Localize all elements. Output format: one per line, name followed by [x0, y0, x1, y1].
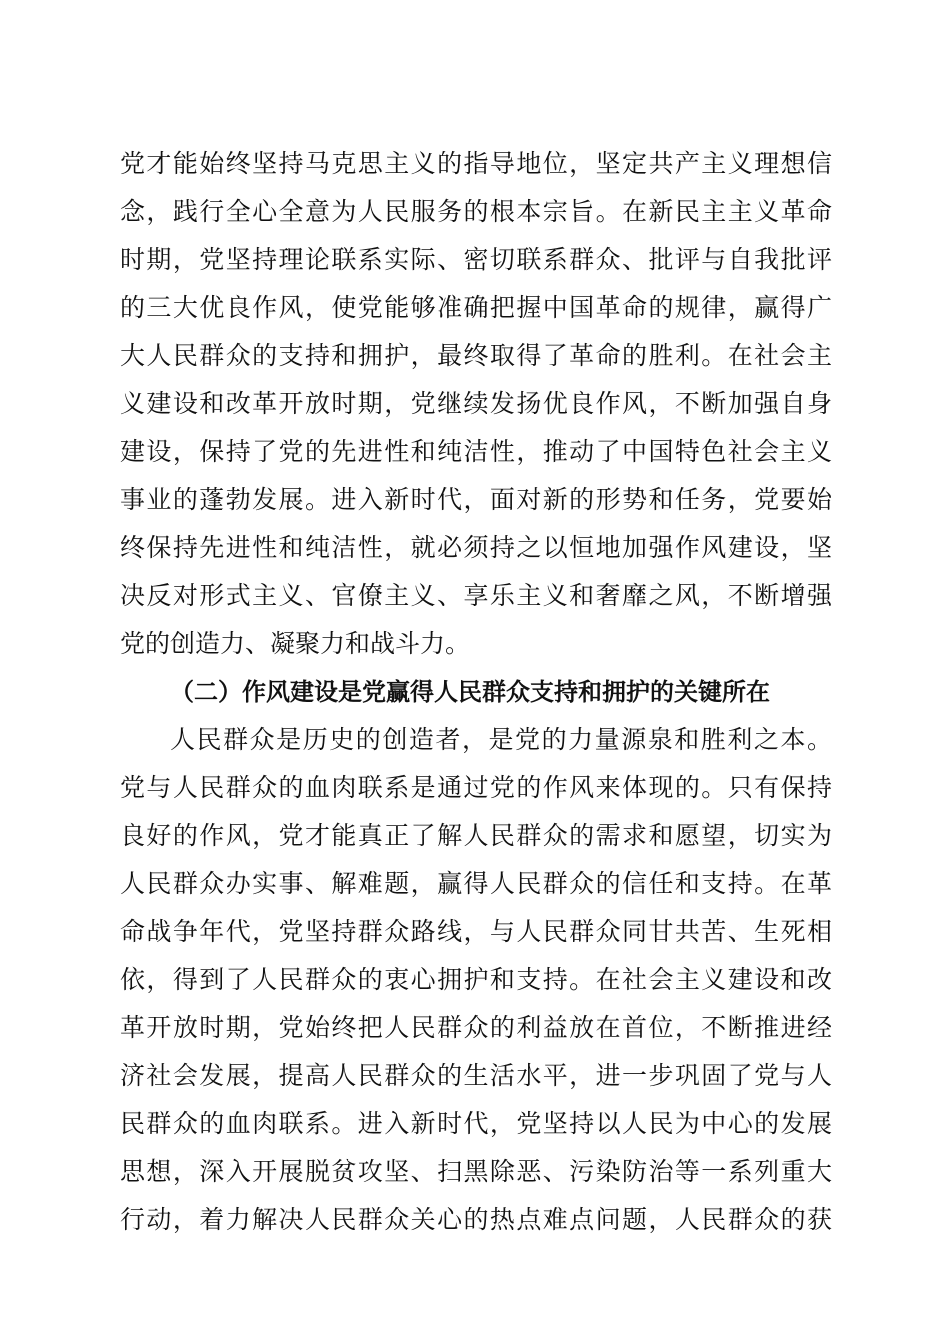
text-line: 大人民群众的支持和拥护，最终取得了革命的胜利。在社会主: [120, 341, 832, 370]
text-line: 建设，保持了党的先进性和纯洁性，推动了中国特色社会主义: [120, 437, 832, 466]
text-line: 党才能始终坚持马克思主义的指导地位，坚定共产主义理想信: [120, 149, 832, 178]
section-heading: （二）作风建设是党赢得人民群众支持和拥护的关键所在: [170, 678, 770, 706]
text-line: 党与人民群众的血肉联系是通过党的作风来体现的。只有保持: [120, 773, 832, 802]
document-body: [120, 140, 832, 1244]
text-line: 决反对形式主义、官僚主义、享乐主义和奢靡之风，不断增强: [120, 581, 832, 610]
text-line: 念，践行全心全意为人民服务的根本宗旨。在新民主主义革命: [120, 197, 832, 226]
text-line: 行动，着力解决人民群众关心的热点难点问题，人民群众的获: [120, 1205, 832, 1234]
text-line: 依，得到了人民群众的衷心拥护和支持。在社会主义建设和改: [120, 965, 832, 994]
text-line: 民群众的血肉联系。进入新时代，党坚持以人民为中心的发展: [120, 1109, 832, 1138]
text-line: 良好的作风，党才能真正了解人民群众的需求和愿望，切实为: [120, 821, 832, 850]
text-line: 命战争年代，党坚持群众路线，与人民群众同甘共苦、生死相: [120, 917, 832, 946]
text-line: 终保持先进性和纯洁性，就必须持之以恒地加强作风建设，坚: [120, 533, 832, 562]
text-line: 义建设和改革开放时期，党继续发扬优良作风，不断加强自身: [120, 389, 832, 418]
text-line: 党的创造力、凝聚力和战斗力。: [120, 629, 471, 658]
text-line: 时期，党坚持理论联系实际、密切联系群众、批评与自我批评: [120, 245, 832, 274]
text-line: 的三大优良作风，使党能够准确把握中国革命的规律，赢得广: [120, 293, 832, 322]
text-line: 革开放时期，党始终把人民群众的利益放在首位，不断推进经: [120, 1013, 832, 1042]
paragraph-party-style-history: [120, 140, 832, 668]
paragraph-people-support: [120, 716, 832, 1244]
text-line: 济社会发展，提高人民群众的生活水平，进一步巩固了党与人: [120, 1061, 832, 1090]
text-line: 思想，深入开展脱贫攻坚、扫黑除恶、污染防治等一系列重大: [120, 1157, 832, 1186]
text-line: 事业的蓬勃发展。进入新时代，面对新的形势和任务，党要始: [120, 485, 832, 514]
text-line: 人民群众是历史的创造者，是党的力量源泉和胜利之本。: [170, 725, 832, 754]
text-line: 人民群众办实事、解难题，赢得人民群众的信任和支持。在革: [120, 869, 832, 898]
